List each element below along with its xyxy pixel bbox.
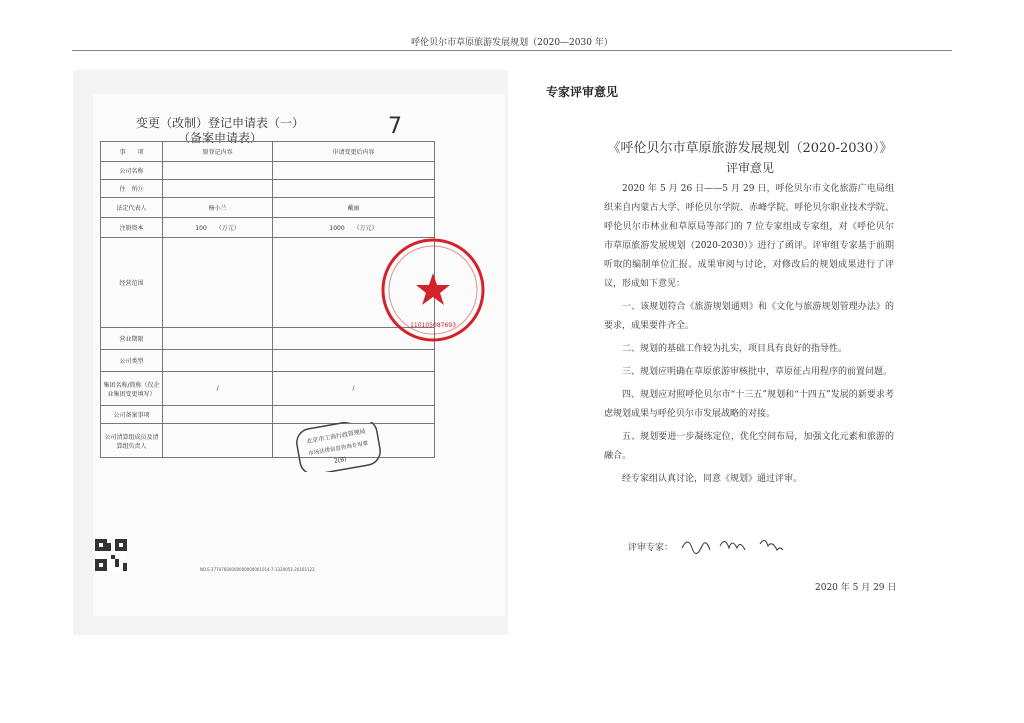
opinion-paragraph: 五、规划要进一步凝练定位，优化空间布局，加强文化元素和旅游的融合。 (604, 432, 894, 461)
row-original (163, 424, 273, 458)
row-new (273, 406, 435, 424)
row-label: 集团名称/简称（仅企业集团变更填写） (101, 372, 163, 406)
row-new (273, 180, 435, 198)
row-label: 公司名称 (101, 162, 163, 180)
form-footer-code: NO.E 27747600000000000001014-7-1324051-20161122 (200, 567, 315, 572)
row-new: / (273, 372, 435, 406)
table-row (101, 180, 435, 198)
section-title: 专家评审意见 (546, 85, 619, 99)
row-original: / (163, 372, 273, 406)
table-row (101, 198, 435, 218)
rectangular-stamp-icon (296, 422, 381, 472)
row-original: 杨小兰 (163, 198, 273, 218)
opinion-paragraph: 2020 年 5 月 26 日——5 月 29 日，呼伦贝尔市文化旅游广电局组织来自内蒙古大学、呼伦贝尔学院、赤峰学院、呼伦贝尔职业技术学院、呼伦贝尔市林业和草原局等部门的 7 位专家组成专家组，对《呼伦贝尔市草原旅游发展规划（2020-2030）》进行了函评。评审组专家基于前期听取的编制单位汇报、成果审阅与讨论，对修改后的规划成果进行了评议，形成如下意见： (604, 184, 894, 289)
form-title-line1: 变更（改制）登记申请表（一） (135, 116, 304, 130)
table-row (101, 406, 435, 424)
row-label: 注册资本 (101, 218, 163, 238)
signature-label: 评审专家： (628, 543, 674, 553)
seal-number: 110105087693 (410, 322, 456, 329)
form-title-line2: （备案申请表） (177, 131, 262, 145)
row-original: 100 （万元） (163, 218, 273, 238)
table-row (101, 424, 435, 458)
opinion-paragraph: 四、规划应对照呼伦贝尔市“十三五”规划和“十四五”发展的新要求考虑规划成果与呼伦贝尔市发展战略的对接。 (604, 390, 894, 419)
col-header-original: 原登记内容 (163, 142, 273, 162)
table-row (101, 372, 435, 406)
running-header: 呼伦贝尔市草原旅游发展规划（2020—2030 年） (411, 38, 613, 48)
row-new: 1000 （万元） (273, 218, 435, 238)
opinion-paragraph: 三、规划应明确在草原旅游审核批中，草原征占用程序的前置问题。 (622, 367, 893, 377)
col-header-new: 申请变更后内容 (273, 142, 435, 162)
row-original (163, 162, 273, 180)
row-label: 营业期限 (101, 328, 163, 350)
table-row (101, 350, 435, 372)
header-divider (72, 50, 952, 51)
row-label: 住 所⑪ (101, 180, 163, 198)
qr-code-icon (95, 539, 127, 571)
row-new (273, 350, 435, 372)
stamp-line2: 市场法律信息咨询专用章 (308, 440, 369, 458)
row-original (163, 238, 273, 328)
row-label: 公司类型 (101, 350, 163, 372)
row-new: 戴丽 (273, 198, 435, 218)
document-subtitle: 评审意见 (725, 161, 774, 175)
row-original (163, 350, 273, 372)
table-header-row (101, 142, 435, 162)
opinion-paragraph: 二、规划的基础工作较为扎实，项目具有良好的指导性。 (622, 344, 848, 354)
row-label: 公司备案事项 (101, 406, 163, 424)
row-original (163, 328, 273, 350)
handwritten-signature-icon (680, 532, 785, 556)
row-label: 公司清算组成员及清算组负责人 (101, 424, 163, 458)
table-row (101, 162, 435, 180)
stamp-line3: 2(B) (333, 455, 348, 465)
row-original (163, 406, 273, 424)
opinion-paragraph: 经专家组认真讨论，同意《规划》通过评审。 (622, 474, 803, 484)
opinion-body (604, 180, 894, 493)
opinion-paragraph: 一、该规划符合《旅游规划通则》和《文化与旅游规划管理办法》的要求，成果要件齐全。 (604, 302, 894, 331)
handwritten-page-mark: 7 (388, 114, 402, 139)
document-date: 2020 年 5 月 29 日 (815, 583, 897, 593)
row-label: 法定代表人 (101, 198, 163, 218)
stamp-line1: 北京市工商行政管理局 (306, 428, 367, 446)
row-label: 经营范围 (101, 238, 163, 328)
document-title: 《呼伦贝尔市草原旅游发展规划（2020-2030）》 (607, 141, 893, 156)
row-new (273, 162, 435, 180)
col-header-item: 事 项 (101, 142, 163, 162)
row-original (163, 180, 273, 198)
red-round-seal-icon (378, 235, 488, 345)
